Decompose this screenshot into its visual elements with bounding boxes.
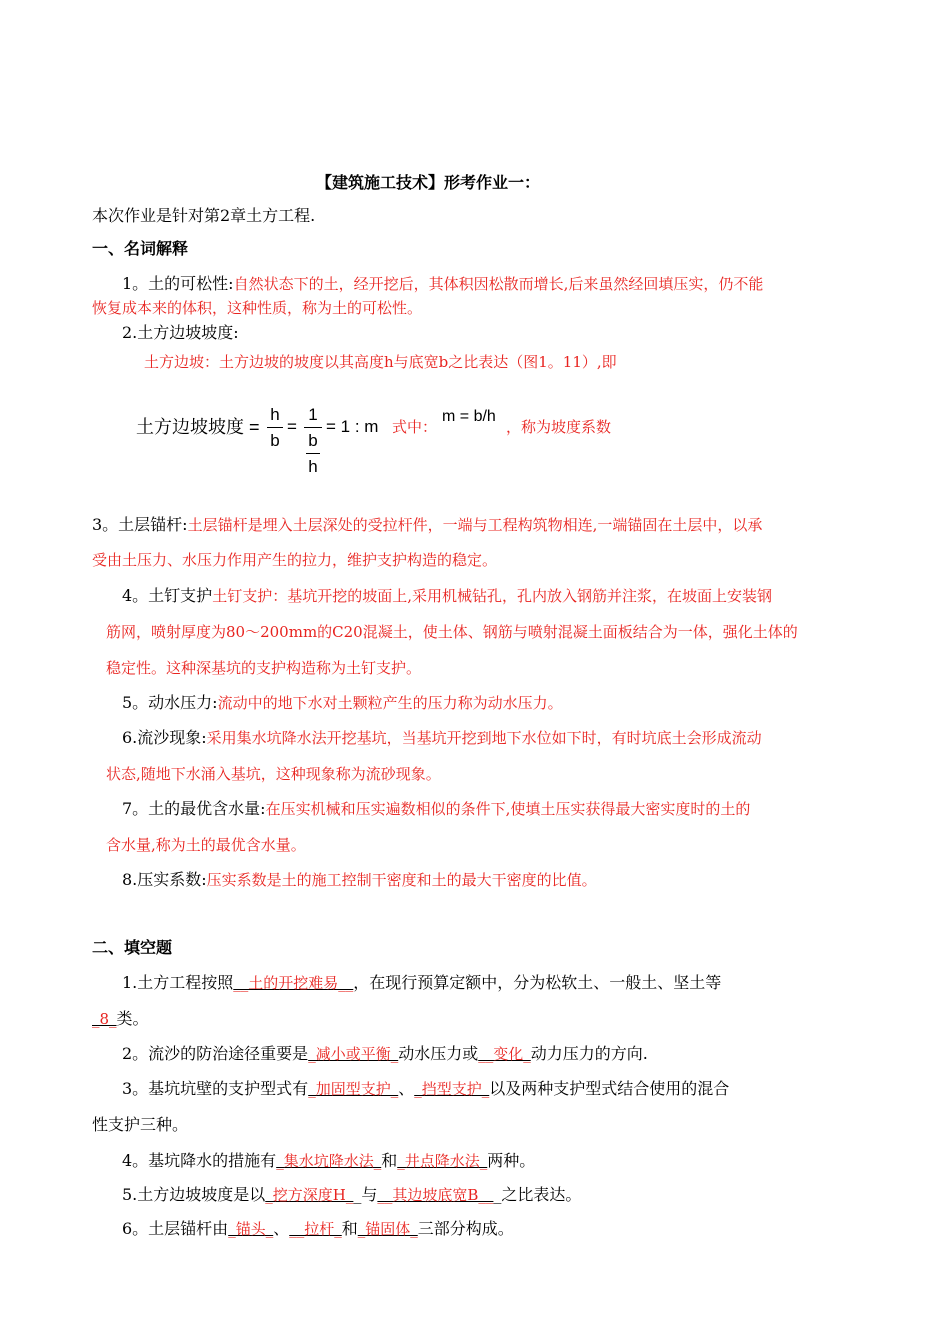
term-answer: 采用集水坑降水法开挖基坑，当基坑开挖到地下水位如下时，有时坑底土会形成流动 [206, 729, 762, 747]
term-label: 6.流沙现象: [122, 728, 207, 747]
fraction-2-inner-bar [306, 453, 320, 454]
question-text: _之比表达。 [493, 1185, 582, 1204]
fill-question-1 [122, 972, 721, 994]
fill-question-2 [122, 1043, 648, 1065]
term-answer: 在压实机械和压实遍数相似的条件下,使填土压实获得最大密实度时的土的 [265, 800, 751, 818]
term-label: 4。土钉支护 [122, 586, 213, 605]
question-text: 三部分构成。 [417, 1219, 514, 1238]
fraction-1-denominator: b [270, 431, 280, 450]
term-answer: 土钉支护：基坑开挖的坡面上,采用机械钻孔，孔内放入钢筋并注浆，在坡面上安装钢 [212, 587, 772, 605]
fill-question-3 [122, 1078, 729, 1100]
formula-note-suffix: ，称为坡度系数 [506, 418, 612, 436]
answer-blank: _挖方深度H_ [265, 1186, 354, 1204]
term-item-4 [122, 585, 772, 607]
fill-question-5 [122, 1184, 581, 1206]
formula-equals: = [287, 417, 297, 436]
answer-blank: __变化_ [478, 1045, 531, 1063]
answer-blank: __拉杆_ [289, 1220, 342, 1238]
term-answer: 自然状态下的土，经开挖后，其体积因松散而增长,后来虽然经回填压实，仍不能 [233, 275, 764, 293]
answer-blank: _8_ [92, 1010, 117, 1028]
formula-note-prefix: 式中： [392, 418, 438, 436]
section1-heading: 一、名词解释 [92, 239, 189, 258]
question-text: 和 [341, 1219, 358, 1238]
slope-formula [136, 403, 656, 483]
question-text: 两种。 [487, 1151, 536, 1170]
answer-blank: __其边坡底宽B__ [377, 1186, 494, 1204]
term-answer-cont: 筋网，喷射厚度为80～200mm的C20混凝土，使土体、钢筋与喷射混凝土面板结合为一体，强化土体的 [106, 623, 798, 641]
fraction-2-inner-denominator: h [308, 457, 318, 476]
term-label: 1。土的可松性: [122, 274, 234, 293]
question-text: 和 [381, 1151, 398, 1170]
term-label-2: 2.土方边坡坡度: [122, 323, 239, 342]
fraction-2-numerator: 1 [308, 405, 318, 424]
term-answer-cont: 稳定性。这种深基坑的支护构造称为土钉支护。 [106, 659, 422, 677]
term-answer: 流动中的地下水对土颗粒产生的压力称为动水压力。 [217, 694, 563, 712]
answer-blank: _锚头_ [228, 1220, 274, 1238]
fraction-1-bar [267, 427, 283, 428]
question-text: 3。基坑坑壁的支护型式有 [122, 1079, 309, 1098]
fraction-2-inner-numerator: b [308, 431, 318, 450]
intro-text: 本次作业是针对第2章土方工程. [92, 206, 316, 225]
formula-lhs: 土方边坡坡度 = [136, 417, 260, 437]
term-answer-cont: 状态,随地下水涌入基坑，这种现象称为流砂现象。 [106, 765, 441, 783]
term-answer-cont: 含水量,称为土的最优含水量。 [106, 836, 306, 854]
answer-blank: _减小或平衡_ [308, 1045, 399, 1063]
term-answer-2: 土方边坡：土方边坡的坡度以其高度h与底宽b之比表达（图1。11）,即 [144, 353, 617, 371]
answer-blank: _锚固体_ [357, 1220, 418, 1238]
term-item-5 [122, 692, 563, 714]
term-item-7 [122, 798, 750, 820]
term-item-6 [122, 727, 762, 749]
fill-question-3-cont: 性支护三种。 [92, 1115, 189, 1134]
question-text: 6。土层锚杆由 [122, 1219, 229, 1238]
question-text: ，在现行预算定额中，分为松软土、一般土、坚土等 [353, 973, 722, 992]
question-text: 以及两种支护型式结合使用的混合 [489, 1079, 730, 1098]
question-text: 4。基坑降水的措施有 [122, 1151, 277, 1170]
term-answer: 压实系数是土的施工控制干密度和土的最大干密度的比值。 [206, 871, 597, 889]
question-text: 、 [398, 1079, 415, 1098]
question-text: _与 [353, 1185, 378, 1204]
term-answer: 土层锚杆是埋入土层深处的受拉杆件，一端与工程构筑物相连,一端锚固在土层中，以承 [187, 516, 763, 534]
term-label: 3。土层锚杆: [92, 515, 188, 534]
answer-blank: _集水坑降水法_ [276, 1152, 382, 1170]
fraction-2-bar [304, 427, 322, 428]
fill-question-1-cont [92, 1008, 149, 1030]
term-item-8 [122, 869, 597, 891]
question-text: 类。 [116, 1009, 149, 1028]
term-answer-cont: 受由土压力、水压力作用产生的拉力，维护支护构造的稳定。 [92, 551, 498, 569]
question-text: 动力压力的方向. [530, 1044, 648, 1063]
formula-m-definition: m = b/h [442, 408, 496, 425]
term-item-1 [122, 273, 763, 295]
term-item-3 [92, 514, 762, 536]
fill-question-6 [122, 1218, 514, 1240]
term-label: 7。土的最优含水量: [122, 799, 266, 818]
term-label: 5。动水压力: [122, 693, 218, 712]
answer-blank: _加固型支护_ [308, 1080, 399, 1098]
question-text: 2。流沙的防治途径重要是 [122, 1044, 309, 1063]
term-label: 8.压实系数: [122, 870, 207, 889]
document-title: 【建筑施工技术】形考作业一： [316, 173, 541, 192]
question-text: 5.土方边坡坡度是以 [122, 1185, 266, 1204]
answer-blank: _挡型支护_ [414, 1080, 490, 1098]
term-answer-cont: 恢复成本来的体积，这种性质，称为土的可松性。 [92, 299, 423, 317]
question-text: 1.土方工程按照 [122, 973, 234, 992]
answer-blank: __土的开挖难易__ [233, 974, 354, 992]
formula-rhs: = 1 : m [326, 417, 379, 436]
answer-blank: _井点降水法_ [397, 1152, 488, 1170]
question-text: 、 [273, 1219, 290, 1238]
section2-heading: 二、填空题 [92, 938, 173, 957]
fraction-1-numerator: h [270, 405, 280, 424]
question-text: 动水压力或 [398, 1044, 479, 1063]
fill-question-4 [122, 1150, 535, 1172]
